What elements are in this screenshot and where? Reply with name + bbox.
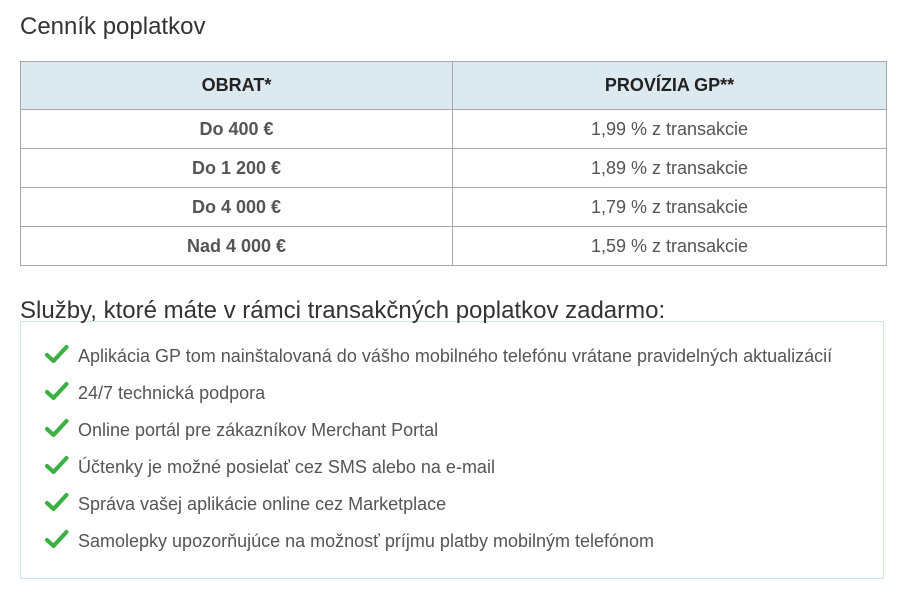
list-item	[45, 418, 832, 455]
turnover-cell: Nad 4 000 €	[21, 227, 453, 266]
check-icon	[45, 492, 69, 514]
fee-table	[20, 61, 887, 266]
list-item	[45, 455, 832, 492]
check-icon	[45, 381, 69, 403]
list-item	[45, 344, 832, 381]
check-icon	[45, 418, 69, 440]
table-row	[21, 110, 887, 149]
column-header-turnover: OBRAT*	[21, 62, 453, 110]
table-header-row	[21, 62, 887, 110]
table-row	[21, 149, 887, 188]
free-services-box	[20, 321, 884, 579]
turnover-cell: Do 4 000 €	[21, 188, 453, 227]
fee-cell: 1,89 % z transakcie	[453, 149, 887, 188]
service-label: Správa vašej aplikácie online cez Marketplace	[78, 494, 447, 514]
service-label: Online portál pre zákazníkov Merchant Portal	[78, 420, 439, 440]
fee-cell: 1,99 % z transakcie	[453, 110, 887, 149]
service-label: Účtenky je možné posielať cez SMS alebo na e-mail	[78, 457, 495, 477]
page-title: Cenník poplatkov	[20, 13, 206, 40]
table-row	[21, 188, 887, 227]
list-item	[45, 492, 832, 529]
table-row	[21, 227, 887, 266]
list-item	[45, 529, 832, 566]
turnover-cell: Do 1 200 €	[21, 149, 453, 188]
check-icon	[45, 529, 69, 551]
fee-cell: 1,79 % z transakcie	[453, 188, 887, 227]
check-icon	[45, 344, 69, 366]
fee-cell: 1,59 % z transakcie	[453, 227, 887, 266]
service-label: Aplikácia GP tom nainštalovaná do vášho mobilného telefónu vrátane pravidelných aktualizácií	[78, 346, 833, 366]
check-icon	[45, 455, 69, 477]
service-label: Samolepky upozorňujúce na možnosť príjmu platby mobilným telefónom	[78, 531, 655, 551]
free-services-list	[45, 344, 832, 566]
column-header-commission: PROVÍZIA GP**	[453, 62, 887, 110]
list-item	[45, 381, 832, 418]
service-label: 24/7 technická podpora	[78, 383, 266, 403]
free-services-heading: Služby, ktoré máte v rámci transakčných poplatkov zadarmo:	[20, 297, 666, 324]
turnover-cell: Do 400 €	[21, 110, 453, 149]
